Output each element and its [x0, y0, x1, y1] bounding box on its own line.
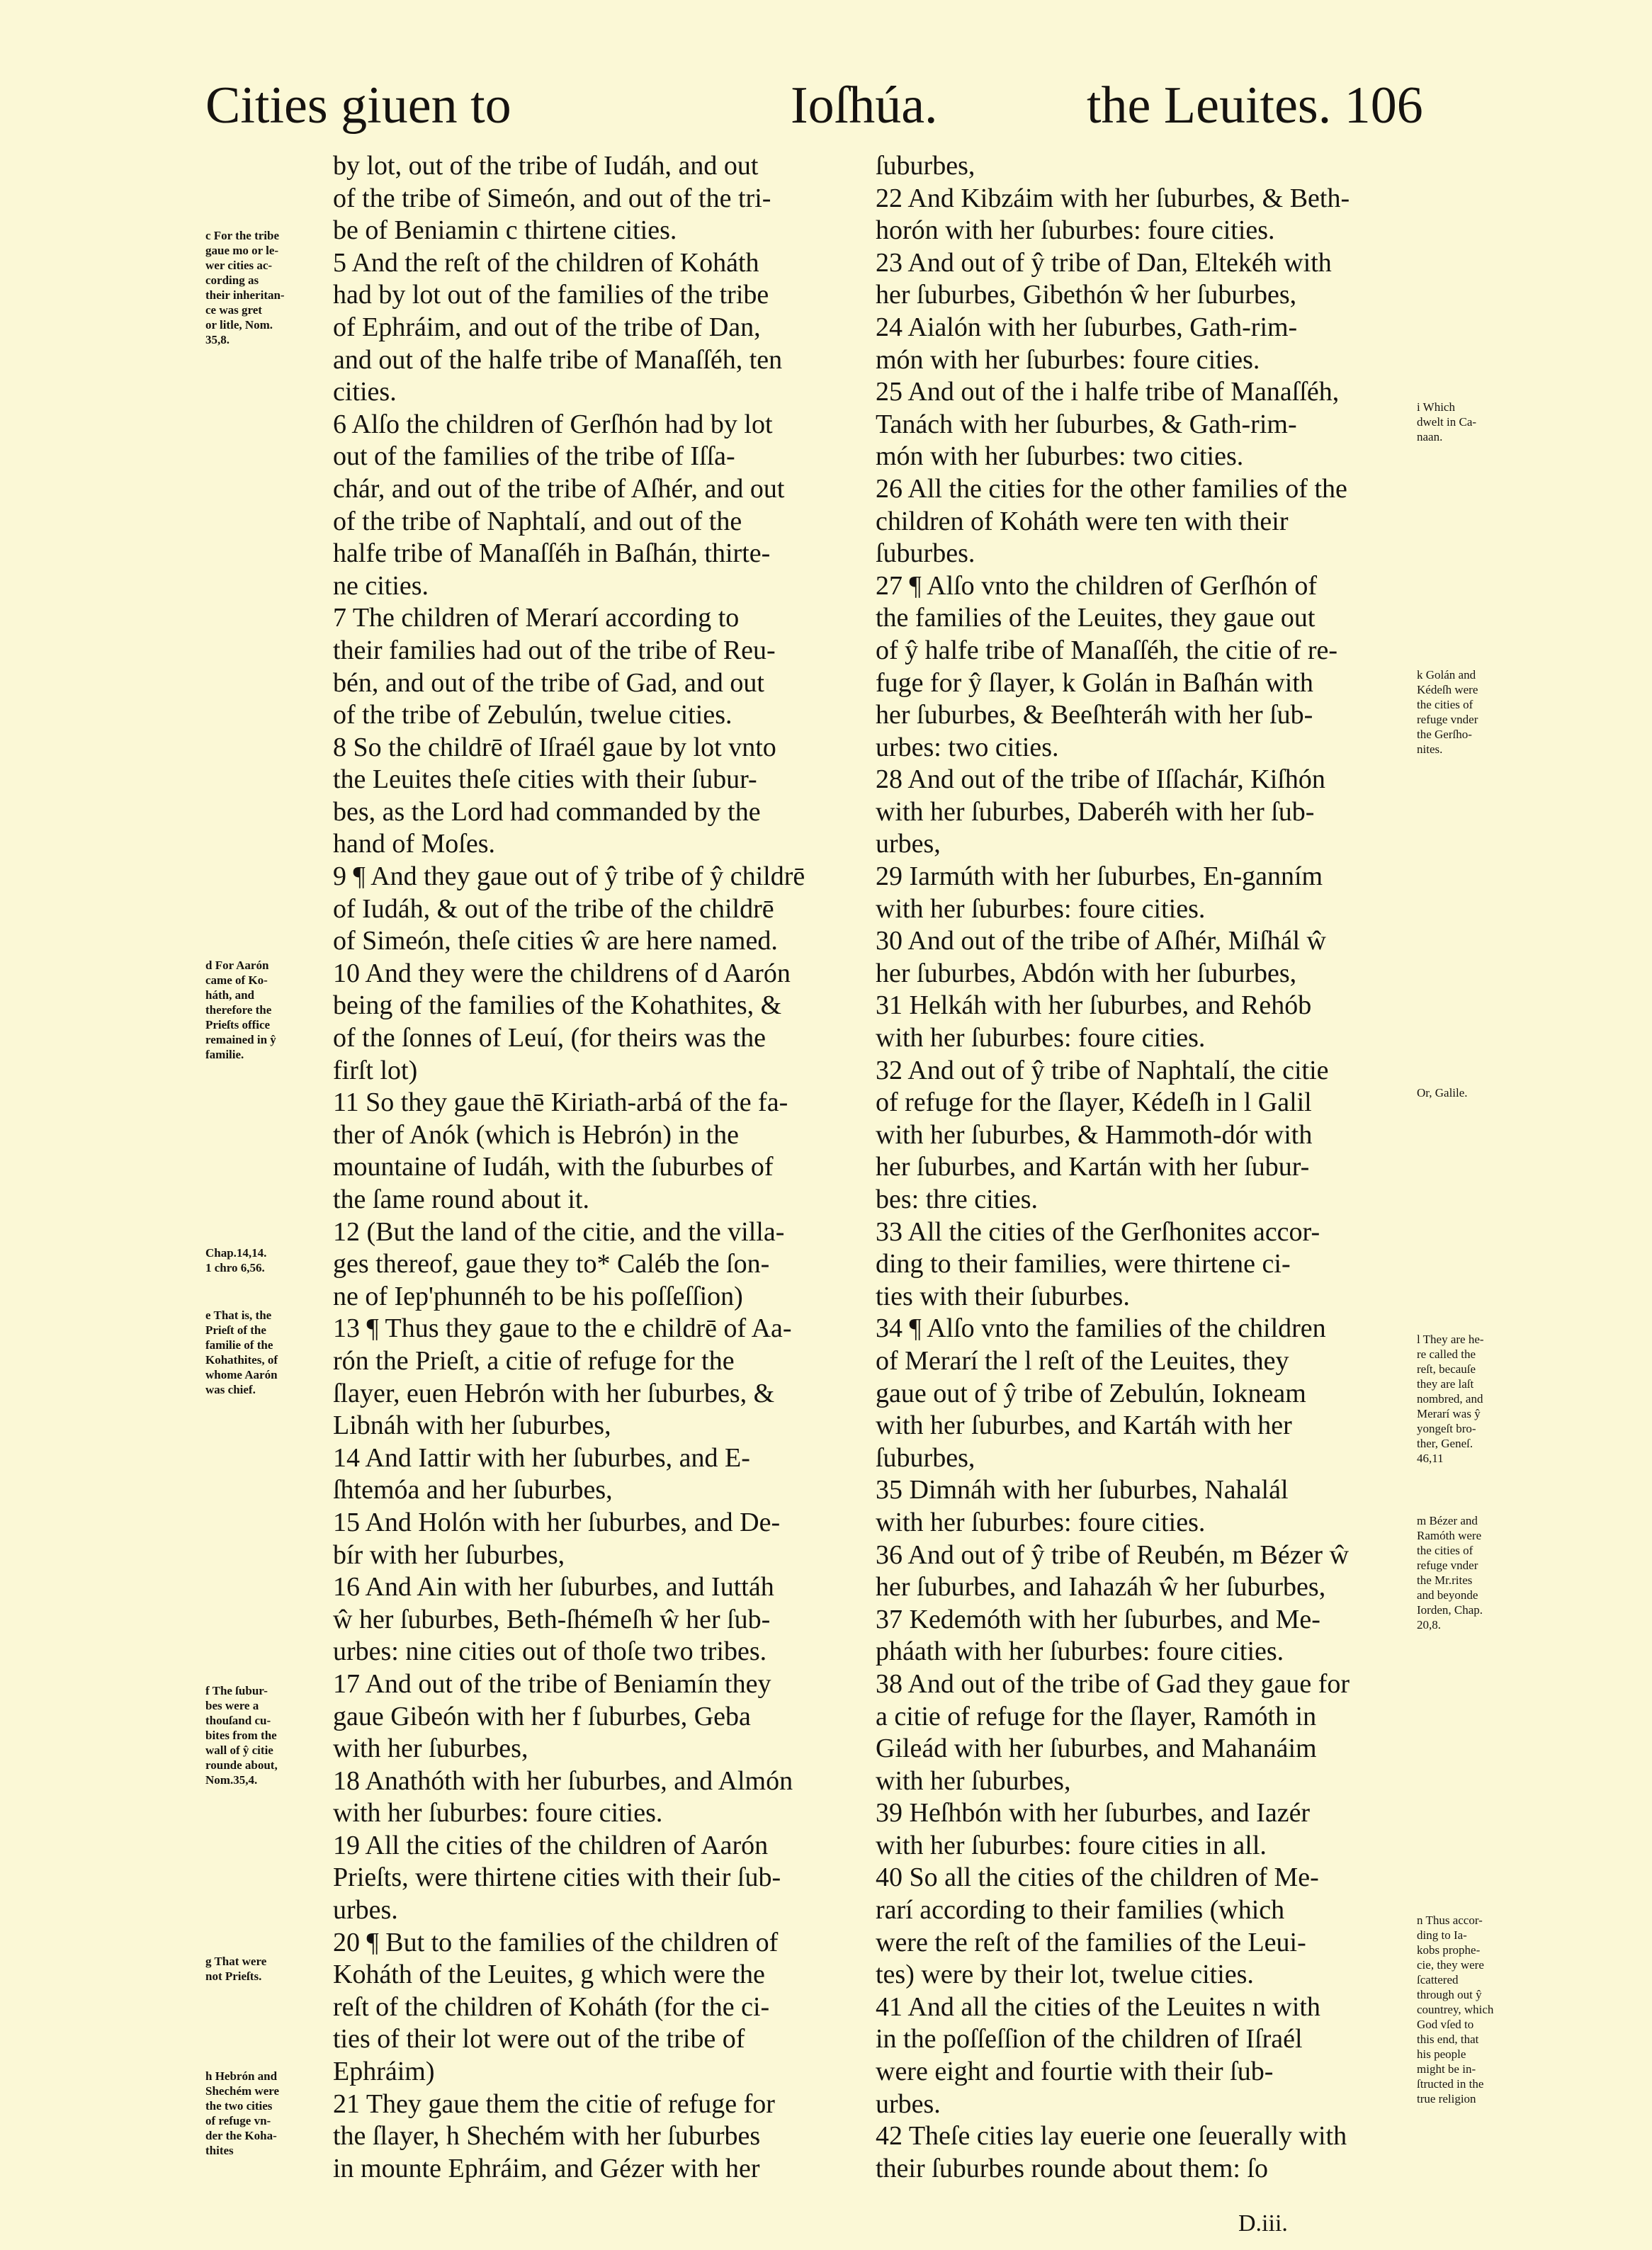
text-line: with her ſuburbes,: [333, 1734, 528, 1764]
text-line: of Merarí the l reſt of the Leuites, they: [876, 1345, 1289, 1376]
text-line: 21 They gaue them the citie of refuge for: [333, 2088, 775, 2119]
margin-note-line: countrey, which: [1417, 2003, 1494, 2016]
margin-note-line: Kohathites, of: [205, 1353, 278, 1367]
text-line: urbes.: [333, 1895, 398, 1926]
text-line: bír with her ſuburbes,: [333, 1539, 565, 1570]
margin-note-line: bes were a: [205, 1699, 259, 1712]
margin-note-n: [1417, 1913, 1493, 2106]
text-line: 30 And out of the tribe of Aſhér, Miſhál ŵ: [876, 926, 1326, 956]
text-line: rarí according to their families (which: [876, 1895, 1285, 1926]
text-line: 32 And out of ŷ tribe of Naphtalí, the citie: [876, 1055, 1329, 1085]
text-line: 27 ¶ Alſo vnto the children of Gerſhón of: [876, 570, 1317, 601]
text-line: were eight and fourtie with their ſub-: [876, 2057, 1274, 2087]
text-line: reſt of the children of Koháth (for the ci-: [333, 1991, 770, 2022]
text-line: being of the families of the Kohathites, &: [333, 990, 782, 1021]
text-line: món with her ſuburbes: foure cities.: [876, 344, 1260, 375]
margin-note-line: was chief.: [205, 1383, 256, 1396]
margin-note-line: wer cities ac-: [205, 259, 273, 272]
text-line: 38 And out of the tribe of Gad they gaue for: [876, 1668, 1350, 1699]
text-line: bén, and out of the tribe of Gad, and out: [333, 667, 764, 698]
text-line: ne of Iep'phunnéh to be his poſſeſſion): [333, 1281, 743, 1311]
text-line: 41 And all the cities of the Leuites n with: [876, 1991, 1320, 2022]
text-line: in the poſſeſſion of the children of Iſraél: [876, 2024, 1303, 2054]
text-line: urbes: two cities.: [876, 732, 1059, 762]
margin-note-e: [205, 1308, 278, 1397]
margin-note-line: re called the: [1417, 1347, 1476, 1361]
text-line: by lot, out of the tribe of Iudáh, and out: [333, 151, 759, 181]
margin-note-line: came of Ko-: [205, 973, 268, 987]
text-line: 35 Dimnáh with her ſuburbes, Nahalál: [876, 1475, 1289, 1505]
text-line: urbes,: [876, 829, 941, 859]
text-line: ther of Anók (which is Hebrón) in the: [333, 1119, 740, 1150]
text-line: 12 (But the land of the citie, and the villa-: [333, 1216, 785, 1247]
margin-note-line: rounde about,: [205, 1758, 278, 1772]
text-line: rón the Prieſt, a citie of refuge for the: [333, 1345, 735, 1376]
margin-note-line: the cities of: [1417, 1544, 1473, 1557]
text-line: the ſlayer, h Shechém with her ſuburbes: [333, 2121, 761, 2152]
margin-note-line: 46,11: [1417, 1452, 1444, 1465]
margin-note-m: [1417, 1513, 1483, 1632]
margin-note-line: nites.: [1417, 742, 1443, 756]
text-line: her ſuburbes, & Beeſhteráh with her ſub-: [876, 700, 1313, 730]
text-line: 20 ¶ But to the families of the children of: [333, 1927, 779, 1957]
text-line: their ſuburbes rounde about them: ſo: [876, 2153, 1269, 2183]
margin-note-line: thouſand cu-: [205, 1714, 271, 1727]
text-line: Gileád with her ſuburbes, and Mahanáim: [876, 1734, 1317, 1764]
text-line: with her ſuburbes: foure cities.: [876, 1023, 1206, 1053]
margin-note-line: Kédeſh were: [1417, 683, 1478, 696]
text-line: the Leuites theſe cities with their ſubur-: [333, 764, 757, 795]
margin-note-line: 1 chro 6,56.: [205, 1261, 265, 1274]
margin-note-g: [205, 1954, 266, 1984]
text-line: had by lot out of the families of the tribe: [333, 280, 769, 310]
text-line: gaue out of ŷ tribe of Zebulún, Iokneam: [876, 1378, 1306, 1408]
margin-note-line: i Which: [1417, 400, 1455, 414]
text-line: chár, and out of the tribe of Aſhér, and out: [333, 473, 785, 504]
margin-note-line: the Gerſho-: [1417, 728, 1472, 741]
text-line: firſt lot): [333, 1055, 418, 1085]
margin-note-line: they are laſt: [1417, 1377, 1474, 1391]
text-line: with her ſuburbes, Daberéh with her ſub-: [876, 796, 1315, 827]
text-line: 5 And the reſt of the children of Koháth: [333, 247, 759, 278]
text-line: 19 All the cities of the children of Aarón: [333, 1830, 769, 1860]
text-line: 42 Theſe cities lay euerie one ſeuerally with: [876, 2121, 1347, 2152]
margin-note-line: cording as: [205, 273, 259, 287]
text-line: 39 Heſhbón with her ſuburbes, and Iazér: [876, 1798, 1311, 1828]
text-line: ŵ her ſuburbes, Beth-ſhémeſh ŵ her ſub-: [333, 1604, 771, 1634]
text-line: 17 And out of the tribe of Beniamín they: [333, 1668, 771, 1699]
margin-note-l: [1417, 1332, 1484, 1466]
margin-note-line: through out ŷ: [1417, 1988, 1482, 2001]
margin-note-line: Shechém were: [205, 2084, 280, 2098]
text-line: urbes.: [876, 2088, 941, 2119]
text-line: ties with their ſuburbes.: [876, 1281, 1130, 1311]
text-line: 37 Kedemóth with her ſuburbes, and Me-: [876, 1604, 1320, 1634]
text-line: 22 And Kibzáim with her ſuburbes, & Beth-: [876, 183, 1350, 213]
margin-note-line: ther, Geneſ.: [1417, 1437, 1473, 1450]
text-line: of Simeón, theſe cities ŵ are here named.: [333, 926, 778, 956]
margin-note-k: [1417, 667, 1478, 757]
text-line: with her ſuburbes, & Hammoth-dór with: [876, 1119, 1313, 1150]
margin-note-line: his people: [1417, 2047, 1466, 2061]
text-line: ties of their lot were out of the tribe of: [333, 2024, 745, 2054]
text-line: her ſuburbes, and Iahazáh ŵ her ſuburbes,: [876, 1572, 1326, 1602]
text-line: 26 All the cities for the other families of the: [876, 473, 1347, 504]
text-line: the ſame round about it.: [333, 1185, 589, 1214]
running-head-left: Cities giuen to: [205, 77, 511, 135]
margin-note-line: and beyonde: [1417, 1588, 1478, 1602]
text-line: of the ſonnes of Leuí, (for theirs was the: [333, 1023, 766, 1053]
margin-note-c: [205, 228, 285, 347]
margin-note-line: 20,8.: [1417, 1618, 1441, 1632]
text-line: horón with her ſuburbes: foure cities.: [876, 215, 1275, 246]
margin-note-line: whome Aarón: [205, 1368, 278, 1381]
text-line: of Ephráim, and out of the tribe of Dan,: [333, 312, 761, 342]
margin-note-line: Chap.14,14.: [205, 1246, 267, 1260]
text-line: 18 Anathóth with her ſuburbes, and Almón: [333, 1765, 793, 1796]
margin-note-d: [205, 958, 276, 1062]
text-line: with her ſuburbes, and Kartáh with her: [876, 1411, 1292, 1441]
text-line: of the tribe of Simeón, and out of the tri-: [333, 183, 771, 213]
text-line: bes: thre cities.: [876, 1185, 1038, 1214]
margin-note-line: gaue mo or le-: [205, 244, 279, 257]
margin-note-line: the cities of: [1417, 698, 1473, 711]
margin-note-line: the two cities: [205, 2099, 273, 2113]
text-line: Tanách with her ſuburbes, & Gath-rim-: [876, 409, 1297, 439]
text-line: ſhtemóa and her ſuburbes,: [333, 1475, 613, 1505]
margin-note-line: familie of the: [205, 1338, 273, 1352]
margin-note-line: cie, they were: [1417, 1958, 1484, 1972]
text-line: ſuburbes.: [876, 538, 975, 569]
text-line: gaue Gibeón with her f ſuburbes, Geba: [333, 1701, 751, 1731]
margin-note-line: remained in ŷ: [205, 1033, 276, 1046]
text-line: Ephráim): [333, 2057, 435, 2087]
margin-note-line: the Mr.rites: [1417, 1573, 1473, 1587]
margin-note-line: ce was gret: [205, 303, 262, 317]
text-line: Libnáh with her ſuburbes,: [333, 1411, 611, 1441]
text-line: 11 So they gaue thē Kiriath-arbá of the fa-: [333, 1087, 788, 1118]
text-line: urbes: nine cities out of thoſe two tribes.: [333, 1636, 767, 1667]
text-line: món with her ſuburbes: two cities.: [876, 441, 1244, 472]
right-text-column: [876, 150, 1415, 2185]
margin-note-line: reſt, becauſe: [1417, 1362, 1476, 1376]
text-line: a citie of refuge for the ſlayer, Ramóth in: [876, 1701, 1317, 1731]
text-line: 31 Helkáh with her ſuburbes, and Rehób: [876, 990, 1312, 1021]
text-line: of Iudáh, & out of the tribe of the childrē: [333, 893, 774, 924]
margin-note-line: g That were: [205, 1955, 267, 1968]
text-line: out of the families of the tribe of Iſſa-: [333, 441, 735, 472]
text-line: with her ſuburbes: foure cities.: [333, 1798, 663, 1828]
text-line: 6 Alſo the children of Gerſhón had by lot: [333, 409, 773, 439]
margin-note-line: their inheritan-: [205, 288, 285, 302]
text-line: of the tribe of Naphtalí, and out of the: [333, 506, 742, 536]
text-line: Koháth of the Leuites, g which were the: [333, 1960, 765, 1990]
margin-note-line: thites: [205, 2144, 234, 2157]
text-line: their families had out of the tribe of Reu-: [333, 635, 776, 665]
text-line: of refuge for the ſlayer, Kédeſh in l Galil: [876, 1087, 1312, 1118]
signature-mark: D.iii.: [1238, 2210, 1288, 2237]
margin-note-line: bites from the: [205, 1729, 277, 1742]
text-line: 28 And out of the tribe of Iſſachár, Kiſhón: [876, 764, 1325, 795]
text-line: 8 So the childrē of Iſraél gaue by lot vnto: [333, 732, 776, 762]
margin-note-line: or litle, Nom.: [205, 318, 273, 332]
margin-note-line: ding to Ia-: [1417, 1928, 1467, 1942]
margin-note-line: d For Aarón: [205, 959, 269, 972]
text-line: 15 And Holón with her ſuburbes, and De-: [333, 1507, 781, 1537]
margin-note-line: Merarí was ŷ: [1417, 1407, 1481, 1420]
text-line: 40 So all the cities of the children of Me-: [876, 1862, 1319, 1893]
margin-note-line: God vſed to: [1417, 2018, 1474, 2031]
margin-note-f: [205, 1683, 278, 1787]
text-line: 23 And out of ŷ tribe of Dan, Eltekéh with: [876, 247, 1332, 278]
margin-note-line: Nom.35,4.: [205, 1773, 258, 1787]
text-line: ding to their families, were thirtene ci-: [876, 1249, 1291, 1279]
text-line: and out of the halfe tribe of Manaſſéh, ten: [333, 344, 783, 375]
margin-note-line: Prieſt of the: [205, 1323, 266, 1337]
margin-note-line: refuge vnder: [1417, 1559, 1478, 1572]
text-line: with her ſuburbes,: [876, 1765, 1071, 1796]
margin-note-line: not Prieſts.: [205, 1969, 262, 1983]
text-line: ſlayer, euen Hebrón with her ſuburbes, &: [333, 1378, 775, 1408]
margin-note-line: wall of ŷ citie: [205, 1743, 273, 1757]
margin-note-line: familie.: [205, 1048, 244, 1061]
margin-note-line: Iorden, Chap.: [1417, 1603, 1483, 1617]
margin-note-line: ſtructed in the: [1417, 2077, 1484, 2091]
margin-note-h: [205, 2069, 279, 2158]
text-line: her ſuburbes, and Kartán with her ſubur-: [876, 1152, 1310, 1182]
text-line: tes) were by their lot, twelue cities.: [876, 1960, 1254, 1990]
text-line: in mounte Ephráim, and Gézer with her: [333, 2153, 760, 2183]
text-line: 25 And out of the i halfe tribe of Manaſſéh,: [876, 377, 1340, 407]
margin-note-line: k Golán and: [1417, 668, 1476, 682]
text-line: halfe tribe of Manaſſéh in Baſhán, thirte-: [333, 538, 771, 569]
text-line: 29 Iarmúth with her ſuburbes, En-ganním: [876, 861, 1323, 892]
margin-note-line: 35,8.: [205, 333, 230, 346]
text-line: 16 And Ain with her ſuburbes, and Iuttáh: [333, 1572, 774, 1602]
text-line: fuge for ŷ ſlayer, k Golán in Baſhán with: [876, 667, 1313, 698]
text-line: be of Beniamin c thirtene cities.: [333, 215, 677, 246]
text-line: children of Koháth were ten with their: [876, 506, 1289, 536]
text-line: pháath with her ſuburbes: foure cities.: [876, 1636, 1284, 1667]
margin-note-line: refuge vnder: [1417, 713, 1478, 726]
left-text-column: [333, 150, 866, 2185]
margin-note-line: f The ſubur-: [205, 1684, 268, 1697]
margin-note-galil: [1417, 1085, 1468, 1100]
text-line: ne cities.: [333, 570, 429, 601]
margin-note-line: this end, that: [1417, 2033, 1479, 2046]
text-line: hand of Moſes.: [333, 829, 496, 859]
text-line: ſuburbes,: [876, 151, 975, 181]
text-line: her ſuburbes, Gibethón ŵ her ſuburbes,: [876, 280, 1297, 310]
running-head-book: Ioſhúa.: [791, 77, 938, 135]
text-line: ges thereof, gaue they to* Caléb the ſon-: [333, 1249, 770, 1279]
margin-note-line: ſcattered: [1417, 1973, 1459, 1986]
margin-note-line: h Hebrón and: [205, 2069, 278, 2083]
margin-note-line: therefore the: [205, 1003, 272, 1017]
text-line: of ŷ halfe tribe of Manaſſéh, the citie of re-: [876, 635, 1338, 665]
text-line: 13 ¶ Thus they gaue to the e childrē of Aa-: [333, 1313, 792, 1344]
margin-note-line: Prieſts office: [205, 1018, 271, 1031]
text-line: cities.: [333, 377, 397, 407]
margin-note-i: [1417, 400, 1476, 444]
margin-note-line: of refuge vn-: [205, 2114, 271, 2127]
margin-note-line: e That is, the: [205, 1308, 272, 1322]
text-line: 9 ¶ And they gaue out of ŷ tribe of ŷ childrē: [333, 861, 805, 892]
text-line: with her ſuburbes: foure cities.: [876, 893, 1206, 924]
margin-note-line: true religion: [1417, 2092, 1476, 2105]
text-line: 24 Aialón with her ſuburbes, Gath-rim-: [876, 312, 1298, 342]
text-line: with her ſuburbes: foure cities in all.: [876, 1830, 1267, 1860]
text-line: of the tribe of Zebulún, twelue cities.: [333, 700, 732, 730]
running-head-right: the Leuites. 106: [1087, 77, 1423, 135]
margin-note-chapter-ref: [205, 1245, 266, 1275]
margin-note-line: naan.: [1417, 430, 1443, 443]
margin-note-line: might be in-: [1417, 2062, 1476, 2076]
margin-note-line: kobs prophe-: [1417, 1943, 1481, 1957]
text-line: the families of the Leuites, they gaue out: [876, 603, 1316, 633]
margin-note-line: n Thus accor-: [1417, 1913, 1483, 1927]
margin-note-line: Or, Galile.: [1417, 1086, 1468, 1099]
text-line: 14 And Iattir with her ſuburbes, and E-: [333, 1442, 750, 1473]
text-line: bes, as the Lord had commanded by the: [333, 796, 761, 827]
margin-note-line: der the Koha-: [205, 2129, 277, 2142]
margin-note-line: Ramóth were: [1417, 1529, 1482, 1542]
margin-note-line: m Bézer and: [1417, 1514, 1478, 1527]
text-line: 34 ¶ Alſo vnto the families of the children: [876, 1313, 1326, 1344]
text-line: with her ſuburbes: foure cities.: [876, 1507, 1206, 1537]
text-line: 33 All the cities of the Gerſhonites accor-: [876, 1216, 1320, 1247]
text-line: Prieſts, were thirtene cities with their ſub-: [333, 1862, 781, 1893]
text-line: 36 And out of ŷ tribe of Reubén, m Bézer ŵ: [876, 1539, 1350, 1570]
margin-note-line: l They are he-: [1417, 1333, 1484, 1346]
margin-note-line: c For the tribe: [205, 229, 280, 242]
margin-note-line: yongeſt bro-: [1417, 1422, 1476, 1435]
margin-note-line: dwelt in Ca-: [1417, 415, 1477, 429]
text-line: mountaine of Iudáh, with the ſuburbes of: [333, 1152, 774, 1182]
text-line: 10 And they were the childrens of d Aarón: [333, 958, 791, 988]
text-line: were the reſt of the families of the Leui-: [876, 1927, 1306, 1957]
text-line: 7 The children of Merarí according to: [333, 603, 740, 633]
text-line: her ſuburbes, Abdón with her ſuburbes,: [876, 958, 1297, 988]
text-line: ſuburbes,: [876, 1442, 975, 1473]
margin-note-line: nombred, and: [1417, 1392, 1483, 1406]
margin-note-line: háth, and: [205, 988, 254, 1002]
